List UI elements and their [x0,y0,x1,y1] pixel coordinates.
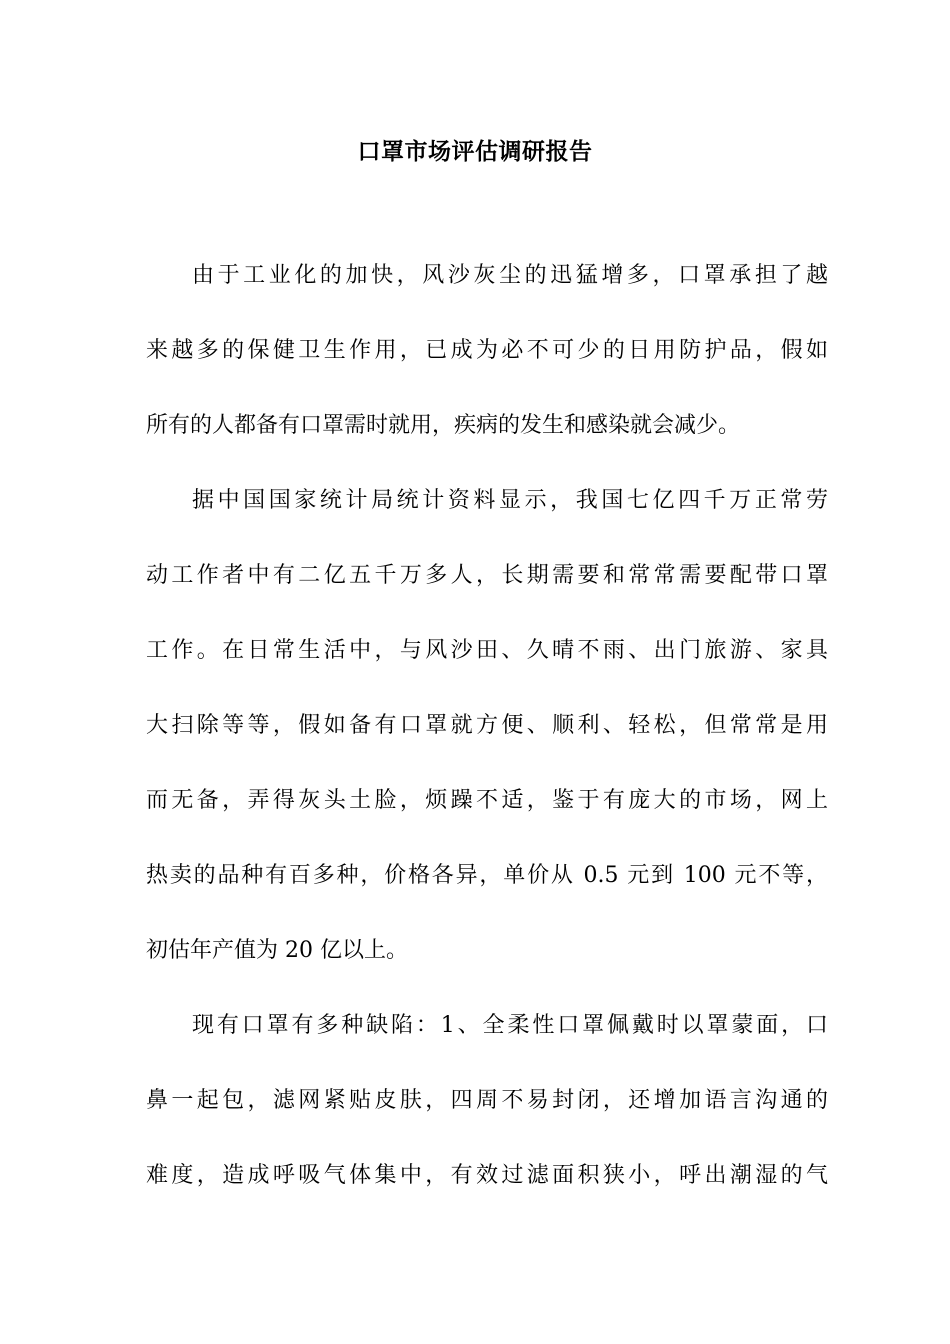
paragraph-line: 据中国国家统计局统计资料显示，我国七亿四千万正常劳 [192,488,828,513]
paragraph-line: 来越多的保健卫生作用，已成为必不可少的日用防护品，假如 [146,338,828,363]
paragraph-line: 热卖的品种有百多种，价格各异，单价从 0.5 元到 100 元不等， [146,863,828,888]
paragraph-line: 所有的人都备有口罩需时就用，疾病的发生和感染就会减少。 [146,413,741,438]
document-body [146,252,828,1227]
paragraph-line: 工作。在日常生活中，与风沙田、久晴不雨、出门旅游、家具 [146,638,828,663]
paragraph-line: 大扫除等等，假如备有口罩就方便、顺利、轻松，但常常是用 [146,713,828,738]
paragraph-line: 现有口罩有多种缺陷：1、全柔性口罩佩戴时以罩蒙面，口 [192,1013,828,1038]
paragraph-line: 初估年产值为 20 亿以上。 [146,938,408,963]
paragraph-line: 而无备，弄得灰头土脸，烦躁不适，鉴于有庞大的市场，网上 [146,788,828,813]
paragraph-line: 难度，造成呼吸气体集中，有效过滤面积狭小，呼出潮湿的气 [146,1163,828,1188]
paragraph-line: 鼻一起包，滤网紧贴皮肤，四周不易封闭，还增加语言沟通的 [146,1088,828,1113]
paragraph-line: 动工作者中有二亿五千万多人，长期需要和常常需要配带口罩 [146,563,828,588]
paragraph-line: 由于工业化的加快，风沙灰尘的迅猛增多，口罩承担了越 [192,263,828,288]
document-title: 口罩市场评估调研报告 [357,139,593,165]
